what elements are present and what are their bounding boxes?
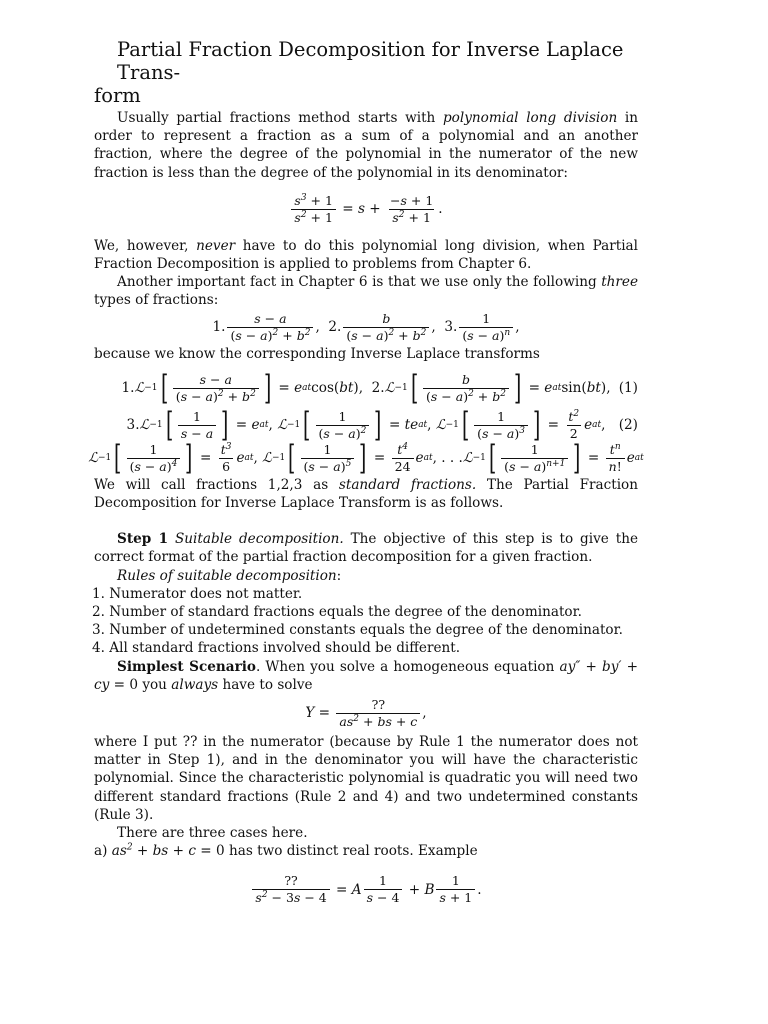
equation-1: 1. ℒ −1 [ $\frac{s - a}{(s - a)^2 + b^2}$ ] = e at cos( bt ), 2. ℒ −1 [ $\frac{b}{(s - a)^2 + b^2}$ ] = e at sin( bt ), (1): [121, 368, 638, 409]
equation-number-2: (2): [618, 417, 638, 434]
page-title: Partial Fraction Decomposition for Inverse Laplace Trans- form: [94, 38, 624, 107]
rule-item: 4. All standard fractions involved should be different.: [92, 640, 461, 657]
paragraph-step1: Step 1 Suitable decomposition. The objective of this step is to give the correct format of the partial fraction decomposition for a given fraction.: [94, 531, 638, 566]
rules-heading: Rules of suitable decomposition:: [117, 567, 342, 584]
rule-item: 3. Number of undetermined constants equals the degree of the denominator.: [92, 622, 623, 639]
paragraph-never: We, however, never have to do this polynomial long division, when Partial Fraction Decomposition is applied to problems from Chapter 6.: [94, 237, 638, 273]
equation-example-a: $\frac{??}{s^2 - 3s - 4}$ = A $\frac{1}{s - 4}$ + B $\frac{1}{s + 1}$ .: [94, 874, 638, 905]
rules-list: [92, 585, 638, 658]
rule-item: 1. Numerator does not matter.: [92, 585, 303, 602]
paragraph-three-types: Another important fact in Chapter 6 is that we use only the following three types of fractions:: [94, 274, 638, 309]
equation-y: Y = $\frac{??}{as^2 + bs + c}$ ,: [305, 697, 427, 730]
document-page: [88, 38, 644, 906]
paragraph-standard-fractions: We will call fractions 1,2,3 as standard fractions. The Partial Fraction Decomposition for Inverse Laplace Transform is as follows.: [94, 476, 638, 512]
equation-number-1: (1): [618, 380, 638, 397]
equation-long-division: $\frac{s^3 + 1}{s^2 + 1}$ = s + $\frac{-s + 1}{s^2 + 1}$ .: [94, 194, 638, 225]
paragraph-explanation: where I put ?? in the numerator (because by Rule 1 the numerator does not matter in Step 1), and in the denominator you will have the characteristic polynomial. Since the characteristic polynomial is quadratic you will need two different standard fractions (Rule 2 and 4) and two undetermined constants (Rule 3).: [94, 734, 638, 823]
rule-item: 2. Number of standard fractions equals the degree of the denominator.: [92, 604, 582, 621]
paragraph-simplest-scenario: Simplest Scenario. When you solve a homogeneous equation ay″ + by′ + cy = 0 you always have to solve: [94, 658, 638, 693]
paragraph-because: because we know the corresponding Inverse Laplace transforms: [94, 345, 540, 362]
equation-2: 3. ℒ −1 [ $\frac{1}{s - a}$ ] = e at , ℒ −1 [ $\frac{1}{(s - a)^2}$ ] = te at , ℒ −1 [ $\frac{1}{(s - a)^3}$ ] = $\frac{t^2}{2}$ e at , (2): [126, 405, 638, 446]
paragraph-intro: Usually partial fractions method starts with polynomial long division in order to represent a fraction as a sum of a polynomial and an another fraction, where the degree of the polynomial in the numerator of the new fraction is less than the degree of the polynomial in its denominator:: [94, 110, 638, 181]
equation-standard-fractions: 1. $\frac{s - a}{(s - a)^2 + b^2}$ , 2. $\frac{b}{(s - a)^2 + b^2}$ , 3. $\frac{1}{(s - a)^n}$ ,: [212, 310, 520, 343]
paragraph-case-a: a) $as^2$ + bs + c = 0 has two distinct real roots. Example: [94, 842, 478, 860]
paragraph-three-cases: There are three cases here.: [117, 825, 308, 842]
equation-2-continued: ℒ −1 [ $\frac{1}{(s - a)^4}$ ] = $\frac{t^3}{6}$ e at , ℒ −1 [ $\frac{1}{(s - a)^5}$ ] = $\frac{t^4}{24}$ e at , . . . ℒ −1 [ $\frac{1}{(s - a)^{n+1}}$ ] = $\frac{t^n}{n!}$ e at: [88, 438, 644, 479]
